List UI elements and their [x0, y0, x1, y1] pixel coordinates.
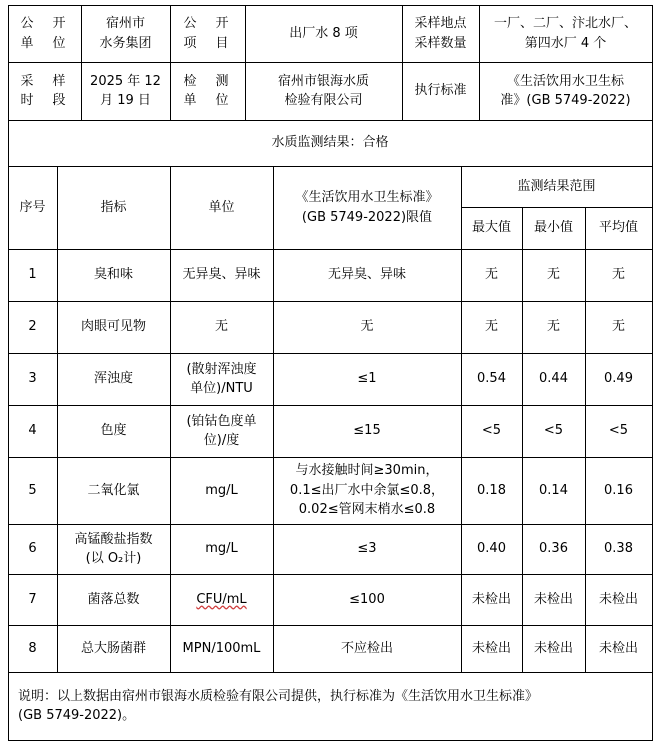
row-2-no: [8, 301, 57, 353]
col-limit: [273, 166, 461, 249]
row-4-unit: [170, 405, 273, 457]
row-6-limit: [273, 524, 461, 574]
row-6-min-text: 0.36: [539, 541, 568, 557]
row-7-indicator-text: 菌落总数: [87, 591, 140, 607]
row-7-no: [8, 574, 57, 625]
row-1-min-text: 无: [546, 267, 560, 283]
row-5-no: [8, 457, 57, 524]
testing-unit-label: [170, 62, 245, 120]
table-rule-v: [170, 166, 171, 673]
row-6-no-text: 6: [28, 541, 37, 557]
row-3-limit: [273, 353, 461, 405]
row-4-max-text: <5: [481, 423, 502, 439]
public-item-value: [245, 5, 402, 62]
row-3-limit-text: ≤1: [357, 371, 377, 387]
row-7-limit: [273, 574, 461, 625]
table-rule-h: [8, 574, 653, 575]
row-1-unit-text: 无异臭、异味: [182, 267, 261, 283]
table-rule-v: [8, 5, 9, 741]
row-5-limit: [273, 457, 461, 524]
row-2-limit-text: 无: [360, 319, 374, 335]
table-rule-h: [8, 301, 653, 302]
row-7-avg: [585, 574, 652, 625]
row-6-indicator-text: 高锰酸盐指数 (以 O₂计): [74, 531, 153, 566]
col-no: [8, 166, 57, 249]
testing-unit-value-text: 宿州市银海水质 检验有限公司: [277, 73, 369, 108]
row-6-unit-text: mg/L: [205, 541, 238, 557]
row-4-indicator: [57, 405, 170, 457]
public-item-label-text: 公 开 项 目: [183, 16, 232, 51]
public-unit-label-text: 公 开 单 位: [20, 16, 69, 51]
row-7-indicator: [57, 574, 170, 625]
row-4-unit-text: (铂钴色度单 位)/度: [186, 413, 257, 448]
row-4-max: [461, 405, 522, 457]
row-4-limit: [273, 405, 461, 457]
row-6-avg: [585, 524, 652, 574]
public-unit-value: [81, 5, 170, 62]
row-6-min: [522, 524, 585, 574]
row-6-max-text: 0.40: [477, 541, 506, 557]
row-6-avg-text: 0.38: [604, 541, 633, 557]
row-8-indicator-text: 总大肠菌群: [80, 640, 146, 656]
public-item-value-text: 出厂水 8 项: [289, 25, 358, 41]
row-1-indicator: [57, 249, 170, 301]
row-3-avg-text: 0.49: [604, 371, 633, 387]
row-3-indicator: [57, 353, 170, 405]
table-rule-h: [8, 5, 653, 6]
row-7-unit-text: CFU/mL: [196, 591, 247, 607]
row-1-no-text: 1: [28, 267, 37, 283]
row-6-limit-text: ≤3: [357, 541, 377, 557]
row-8-min-text: 未检出: [533, 640, 573, 656]
row-1-avg: [585, 249, 652, 301]
sampling-time-value: [81, 62, 170, 120]
row-2-max-text: 无: [484, 319, 498, 335]
row-3-unit: [170, 353, 273, 405]
standard-value-text: 《生活饮用水卫生标 准》(GB 5749-2022): [500, 73, 631, 108]
table-rule-v: [273, 166, 274, 673]
table-rule-v: [170, 5, 171, 121]
standard-label-text: 执行标准: [414, 83, 467, 99]
row-8-no-text: 8: [28, 640, 37, 656]
testing-unit-value: [245, 62, 402, 120]
row-5-unit-text: mg/L: [205, 482, 238, 498]
row-2-indicator-text: 肉眼可见物: [80, 319, 146, 335]
table-rule-v: [522, 207, 523, 673]
row-7-min-text: 未检出: [533, 591, 573, 607]
row-3-unit-text: (散射浑浊度 单位)/NTU: [186, 361, 257, 396]
row-5-limit-text: 与水接触时间≥30min， 0.1≤出厂水中余氯≤0.8， 0.02≤管网末梢水≤0.8: [289, 463, 445, 518]
col-max: [461, 207, 522, 249]
public-unit-label: [8, 5, 81, 62]
row-7-max: [461, 574, 522, 625]
row-4-avg: [585, 405, 652, 457]
row-5-no-text: 5: [28, 482, 37, 498]
standard-value: [479, 62, 652, 120]
table-rule-h: [8, 249, 653, 250]
table-rule-h: [8, 120, 653, 121]
row-8-limit: [273, 625, 461, 672]
row-2-min-text: 无: [546, 319, 560, 335]
col-indicator: [57, 166, 170, 249]
col-avg: [585, 207, 652, 249]
row-1-max-text: 无: [484, 267, 498, 283]
table-rule-h: [461, 207, 653, 208]
row-2-unit: [170, 301, 273, 353]
table-rule-h: [8, 524, 653, 525]
row-1-max: [461, 249, 522, 301]
row-3-max: [461, 353, 522, 405]
row-5-min-text: 0.14: [539, 482, 568, 498]
row-3-avg: [585, 353, 652, 405]
row-3-no: [8, 353, 57, 405]
row-4-no: [8, 405, 57, 457]
row-5-avg: [585, 457, 652, 524]
table-rule-h: [8, 672, 653, 673]
row-4-min: [522, 405, 585, 457]
row-8-max: [461, 625, 522, 672]
table-rule-v: [57, 166, 58, 673]
row-5-indicator: [57, 457, 170, 524]
col-avg-text: 平均值: [598, 220, 638, 236]
row-7-limit-text: ≤100: [349, 591, 385, 607]
sampling-site-value-text: 一厂、二厂、汴北水厂、 第四水厂 4 个: [493, 16, 637, 51]
row-8-unit-text: MPN/100mL: [182, 640, 261, 656]
row-6-unit: [170, 524, 273, 574]
row-7-avg-text: 未检出: [598, 591, 638, 607]
row-5-unit: [170, 457, 273, 524]
row-2-no-text: 2: [28, 319, 37, 335]
row-2-max: [461, 301, 522, 353]
row-6-no: [8, 524, 57, 574]
row-6-max: [461, 524, 522, 574]
row-2-indicator: [57, 301, 170, 353]
sampling-time-label: [8, 62, 81, 120]
row-8-unit: [170, 625, 273, 672]
standard-label: [402, 62, 479, 120]
col-indicator-text: 指标: [100, 199, 127, 215]
col-unit-text: 单位: [208, 199, 235, 215]
row-1-unit: [170, 249, 273, 301]
col-limit-text: 《生活饮用水卫生标准》 (GB 5749-2022)限值: [295, 190, 439, 225]
row-3-max-text: 0.54: [477, 371, 506, 387]
sampling-site-label-text: 采样地点 采样数量: [414, 16, 467, 51]
row-1-limit-text: 无异臭、异味: [327, 267, 406, 283]
result-line-text: 水质监测结果：合格: [271, 135, 389, 151]
sampling-time-value-text: 2025 年 12 月 19 日: [90, 73, 161, 108]
row-1-indicator-text: 臭和味: [93, 267, 133, 283]
row-1-min: [522, 249, 585, 301]
row-4-no-text: 4: [28, 423, 37, 439]
row-8-no: [8, 625, 57, 672]
col-range: [461, 166, 652, 207]
row-8-avg-text: 未检出: [598, 640, 638, 656]
row-8-min: [522, 625, 585, 672]
row-3-no-text: 3: [28, 371, 37, 387]
table-rule-v: [585, 207, 586, 673]
row-5-avg-text: 0.16: [604, 482, 633, 498]
row-1-no: [8, 249, 57, 301]
table-rule-h: [8, 405, 653, 406]
table-rule-h: [8, 166, 653, 167]
row-2-avg: [585, 301, 652, 353]
row-3-indicator-text: 浑浊度: [93, 371, 133, 387]
row-7-no-text: 7: [28, 591, 37, 607]
col-no-text: 序号: [19, 199, 46, 215]
table-rule-h: [8, 353, 653, 354]
table-rule-v: [479, 5, 480, 121]
row-7-min: [522, 574, 585, 625]
col-min: [522, 207, 585, 249]
testing-unit-label-text: 检 测 单 位: [183, 73, 232, 108]
row-1-avg-text: 无: [611, 267, 625, 283]
col-max-text: 最大值: [471, 220, 511, 236]
row-7-max-text: 未检出: [471, 591, 511, 607]
row-4-limit-text: ≤15: [353, 423, 381, 439]
sampling-time-label-text: 采 样 时 段: [20, 73, 69, 108]
note-text-text: 说明：以上数据由宿州市银海水质检验有限公司提供，执行标准为《生活饮用水卫生标准》 (GB 5749-2022)。: [18, 688, 539, 723]
row-2-min: [522, 301, 585, 353]
row-2-unit-text: 无: [214, 319, 228, 335]
table-rule-h: [8, 62, 653, 63]
row-8-limit-text: 不应检出: [340, 640, 393, 656]
row-2-limit: [273, 301, 461, 353]
row-6-indicator: [57, 524, 170, 574]
row-4-avg-text: <5: [608, 423, 629, 439]
row-1-limit: [273, 249, 461, 301]
col-min-text: 最小值: [533, 220, 573, 236]
table-rule-v: [245, 5, 246, 121]
row-5-indicator-text: 二氧化氯: [87, 482, 140, 498]
note-text: [8, 672, 652, 740]
table-rule-h: [8, 625, 653, 626]
row-4-min-text: <5: [543, 423, 564, 439]
result-line: [8, 120, 652, 166]
row-3-min: [522, 353, 585, 405]
row-8-avg: [585, 625, 652, 672]
table-rule-v: [461, 166, 462, 673]
row-3-min-text: 0.44: [539, 371, 568, 387]
row-5-min: [522, 457, 585, 524]
table-rule-h: [8, 457, 653, 458]
row-8-indicator: [57, 625, 170, 672]
table-rule-v: [652, 5, 653, 741]
table-rule-v: [402, 5, 403, 121]
sampling-site-value: [479, 5, 652, 62]
sampling-site-label: [402, 5, 479, 62]
row-7-unit: [170, 574, 273, 625]
col-range-text: 监测结果范围: [517, 178, 596, 194]
table-rule-h: [8, 740, 653, 741]
row-2-avg-text: 无: [611, 319, 625, 335]
row-4-indicator-text: 色度: [100, 423, 127, 439]
row-8-max-text: 未检出: [471, 640, 511, 656]
table-rule-v: [81, 5, 82, 121]
col-unit: [170, 166, 273, 249]
public-unit-value-text: 宿州市 水务集团: [99, 16, 152, 51]
row-5-max-text: 0.18: [477, 482, 506, 498]
row-5-max: [461, 457, 522, 524]
public-item-label: [170, 5, 245, 62]
